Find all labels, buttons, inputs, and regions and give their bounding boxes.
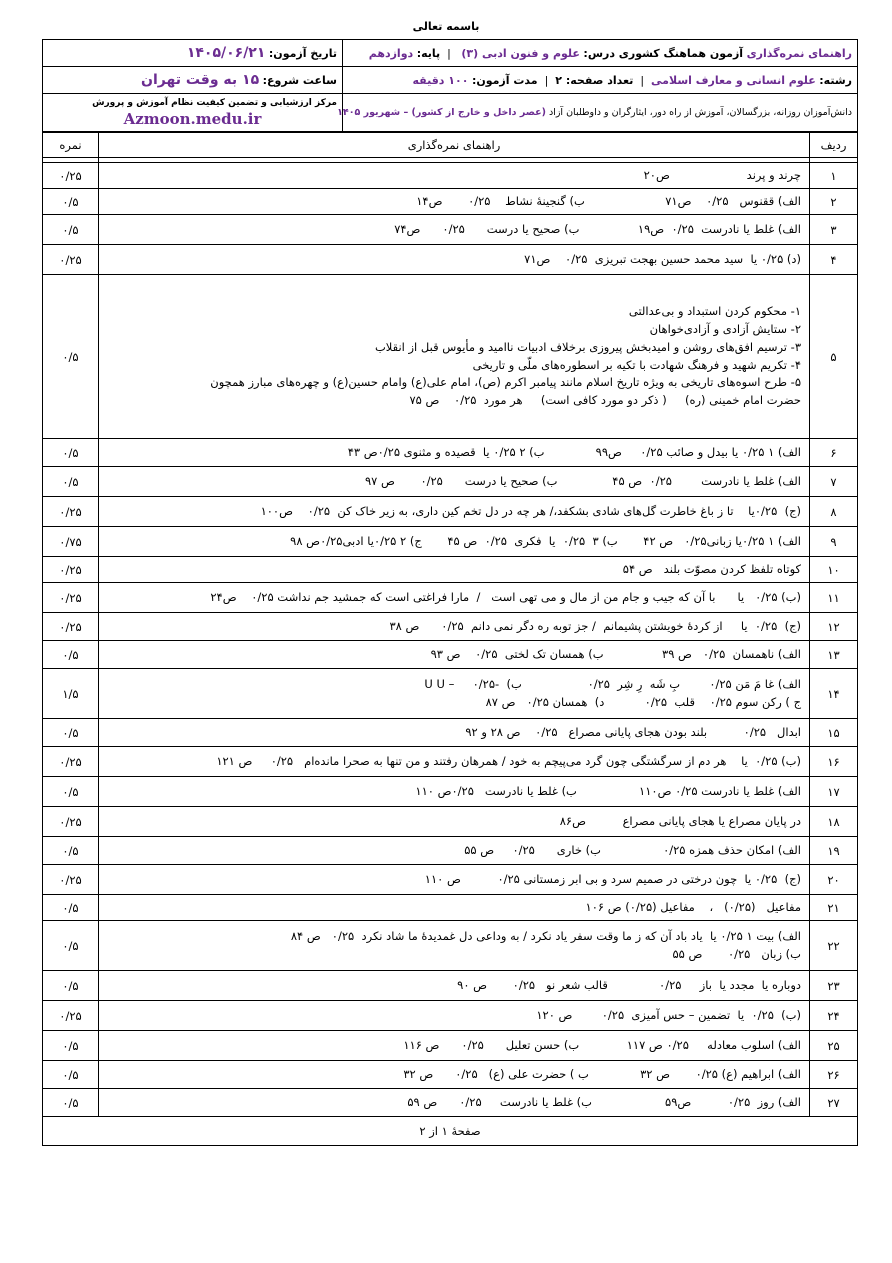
score-cell: ۰/۲۵ (43, 245, 99, 275)
row-number: ۱۱ (810, 583, 858, 613)
table-row (43, 557, 858, 583)
course-name: علوم و فنون ادبی (۳) (461, 46, 580, 60)
table-row (43, 865, 858, 895)
answer-cell (99, 163, 810, 189)
score-cell: ۰/۵ (43, 1089, 99, 1117)
center-name: مرکز ارزشیابی و تضمین کیفیت نظام آموزش و پرورش (92, 98, 337, 109)
row-number: ۳ (810, 215, 858, 245)
answer-line: الف) روز ۰/۲۵ ص۵۹ ب) غلط یا نادرست ۰/۲۵ ص ۵۹ (407, 1094, 801, 1109)
answer-line: در پایان مصراع یا هجای پایانی مصراع ص۸۶ (559, 813, 801, 828)
answer-line: ۳- ترسیم افق‌های روشن و امیدبخش پیروزی برخلاف ادبیات ناامید و مأیوس قبل از انقلاب (374, 339, 801, 354)
start-time: ۱۵ به وقت تهران (141, 72, 260, 88)
answer-line: الف) ۱ ۰/۲۵ یا بیدل و صائب ۰/۲۵ ص۹۹ ب) ۲ ۰/۲۵ یا قصیده و مثنوی ۰/۲۵ص ۴۳ (347, 444, 801, 459)
answer-cell (99, 467, 810, 497)
answer-cell (99, 613, 810, 641)
table-row (43, 613, 858, 641)
row-number: ۱۴ (810, 669, 858, 719)
answer-line: (ب) ۰/۲۵ یا هر دم از سرگشتگی چون گرد می‌پیچم به خود / همرهان رفتند و من تنها به صحرا مانده‌ام ۰/۲۵ ص ۱۲۱ (216, 753, 801, 768)
score-cell: ۰/۲۵ (43, 747, 99, 777)
answer-cell (99, 971, 810, 1001)
score-cell: ۰/۵ (43, 275, 99, 439)
answer-key-table (42, 132, 858, 1146)
answer-line: ۲- ستایش آزادی و آزادی‌خواهان (649, 321, 801, 336)
answer-line: الف) غلط یا نادرست ۰/۲۵ ص۱۱۰ ب) غلط یا نادرست ۰/۲۵ص ۱۱۰ (415, 783, 801, 798)
score-cell: ۰/۵ (43, 215, 99, 245)
field-cell: رشته: علوم انسانی و معارف اسلامی | تعداد صفحه: ۲ | مدت آزمون: ۱۰۰ دقیقه (343, 67, 858, 94)
answer-line: ج ) رکن سوم ۰/۲۵ قلب ۰/۲۵ د) همسان ۰/۲۵ ص ۸۷ (485, 694, 801, 709)
answer-cell (99, 583, 810, 613)
answer-line: ۴- تکریم شهید و فرهنگ شهادت با تکیه بر اسطوره‌های ملّی و تاریخی (472, 357, 801, 372)
answer-line: ۱- محکوم کردن استبداد و بی‌عدالتی (628, 304, 801, 319)
answer-cell (99, 1089, 810, 1117)
start-label: ساعت شروع: (262, 74, 337, 87)
row-number: ۲۲ (810, 921, 858, 971)
table-row (43, 747, 858, 777)
answer-rows (43, 163, 858, 1117)
table-row (43, 895, 858, 921)
row-number: ۴ (810, 245, 858, 275)
answer-line: حضرت امام خمینی (ره) ( ذکر دو مورد کافی است) هر مورد ۰/۲۵ ص ۷۵ (409, 393, 801, 408)
answer-line: الف) بیت ۱ ۰/۲۵ یا یاد باد آن که ز ما وقت سفر یاد نکرد / به وداعی دل غمدیدهٔ ما شاد نکرد ۰/۲۵ ص ۸۴ (290, 928, 801, 943)
row-number: ۲۰ (810, 865, 858, 895)
score-cell: ۰/۵ (43, 1031, 99, 1061)
answer-cell (99, 215, 810, 245)
answer-cell (99, 1061, 810, 1089)
field-value: علوم انسانی و معارف اسلامی (651, 73, 816, 87)
answer-line: ابدال ۰/۲۵ بلند بودن هجای پایانی مصراع ۰/۲۵ ص ۲۸ و ۹۲ (465, 724, 801, 739)
answer-line: الف) غلط یا نادرست ۰/۲۵ ص۱۹ ب) صحیح یا درست ۰/۲۵ ص۷۴ (394, 221, 801, 236)
row-number: ۱۰ (810, 557, 858, 583)
score-cell: ۰/۵ (43, 189, 99, 215)
score-cell: ۰/۲۵ (43, 557, 99, 583)
row-number: ۲۷ (810, 1089, 858, 1117)
answer-cell (99, 189, 810, 215)
answer-line: دوباره یا مجدد یا باز ۰/۲۵ قالب شعر نو ۰/۲۵ ص ۹۰ (457, 977, 801, 992)
answer-cell (99, 669, 810, 719)
score-cell: ۰/۵ (43, 895, 99, 921)
score-cell: ۰/۵ (43, 641, 99, 669)
score-cell: ۰/۲۵ (43, 163, 99, 189)
score-cell: ۰/۷۵ (43, 527, 99, 557)
table-row (43, 467, 858, 497)
table-row (43, 837, 858, 865)
table-row (43, 1089, 858, 1117)
table-row (43, 641, 858, 669)
row-number: ۷ (810, 467, 858, 497)
score-cell: ۰/۵ (43, 719, 99, 747)
answer-line: چرند و پرند ص۲۰ (643, 167, 801, 182)
table-row (43, 439, 858, 467)
row-number: ۲۱ (810, 895, 858, 921)
table-row (43, 215, 858, 245)
table-row (43, 245, 858, 275)
guide-label: راهنمای نمره‌گذاری (746, 46, 852, 60)
audience-cell (337, 94, 858, 132)
row-number: ۵ (810, 275, 858, 439)
answer-cell (99, 895, 810, 921)
start-time-cell (43, 67, 343, 94)
grade-value: دوازدهم (368, 46, 414, 60)
answer-line: الف) غا مَ مَن ۰/۲۵ بِ شَه رِ شِر ۰/۲۵ ب) -U U – ۰/۲۵ (424, 676, 801, 691)
duration-label: مدت آزمون: (471, 73, 538, 87)
score-cell: ۰/۵ (43, 777, 99, 807)
column-header-score: نمره (43, 133, 99, 158)
center-cell (43, 94, 343, 132)
answer-line: (ج) ۰/۲۵ یا از کردهٔ خویشتن پشیمانم / جز توبه ره دگر نمی دانم ۰/۲۵ ص ۳۸ (389, 618, 801, 633)
score-cell: ۰/۲۵ (43, 497, 99, 527)
duration-value: ۱۰۰ دقیقه (412, 73, 469, 87)
row-number: ۲۴ (810, 1001, 858, 1031)
score-cell: ۰/۵ (43, 971, 99, 1001)
website-link[interactable]: Azmoon.medu.ir (123, 110, 262, 129)
guide-title-cell: راهنمای نمره‌گذاری آزمون هماهنگ کشوری درس: علوم و فنون ادبی (۳) | پایه: دوازدهم (343, 40, 858, 67)
table-row (43, 583, 858, 613)
row-number: ۱۳ (810, 641, 858, 669)
answer-line: (ج) ۰/۲۵ یا چون درختی در صمیم سرد و بی ابر زمستانی ۰/۲۵ ص ۱۱۰ (424, 871, 801, 886)
answer-cell (99, 1031, 810, 1061)
row-number: ۲ (810, 189, 858, 215)
table-row (43, 163, 858, 189)
answer-line: الف) امکان حذف همزه ۰/۲۵ ب) خاری ۰/۲۵ ص ۵۵ (464, 842, 801, 857)
score-cell: ۱/۵ (43, 669, 99, 719)
exam-label: آزمون هماهنگ کشوری درس: (583, 46, 744, 60)
table-row (43, 777, 858, 807)
answer-line: الف) اسلوب معادله ۰/۲۵ ص ۱۱۷ ب) حسن تعلیل ۰/۲۵ ص ۱۱۶ (403, 1037, 801, 1052)
answer-cell (99, 719, 810, 747)
row-number: ۱۷ (810, 777, 858, 807)
table-row (43, 807, 858, 837)
answer-cell (99, 497, 810, 527)
table-row (43, 189, 858, 215)
answer-line: (ب) ۰/۲۵ یا با آن که جیب و جام من از مال و می تهی است / مارا فراغتی است که جمشید جم نداشت ۰/۲۵ ص۲۴ (210, 589, 801, 604)
table-row (43, 275, 858, 439)
score-cell: ۰/۵ (43, 1061, 99, 1089)
answer-line: (ب) ۰/۲۵ یا تضمین – حس آمیزی ۰/۲۵ ص ۱۲۰ (536, 1007, 801, 1022)
answer-cell (99, 807, 810, 837)
exam-date: ۱۴۰۵/۰۶/۲۱ (186, 45, 266, 61)
table-row (43, 1031, 858, 1061)
column-header-row: ردیف (810, 133, 858, 158)
pages-count: تعداد صفحه: ۲ (555, 73, 634, 87)
row-number: ۱۸ (810, 807, 858, 837)
answer-line: الف) ناهمسان ۰/۲۵ ص ۳۹ ب) همسان تک لختی ۰/۲۵ ص ۹۳ (430, 646, 801, 661)
column-header-guide: راهنمای نمره‌گذاری (99, 133, 810, 158)
answer-line: ب) زبان ۰/۲۵ ص ۵۵ (672, 946, 801, 961)
page-title: باسمه تعالی (412, 20, 480, 33)
score-cell: ۰/۲۵ (43, 1001, 99, 1031)
score-cell: ۰/۲۵ (43, 865, 99, 895)
row-number: ۲۶ (810, 1061, 858, 1089)
row-number: ۶ (810, 439, 858, 467)
row-number: ۲۳ (810, 971, 858, 1001)
answer-cell (99, 747, 810, 777)
row-number: ۹ (810, 527, 858, 557)
score-cell: ۰/۲۵ (43, 807, 99, 837)
score-cell: ۰/۲۵ (43, 613, 99, 641)
page-footer: صفحهٔ ۱ از ۲ (43, 1117, 858, 1146)
table-row (43, 971, 858, 1001)
answer-cell (99, 921, 810, 971)
row-number: ۲۵ (810, 1031, 858, 1061)
answer-cell (99, 641, 810, 669)
answer-line: الف) ققنوس ۰/۲۵ ص۷۱ ب) گنجینهٔ نشاط ۰/۲۵ ص۱۴ (416, 193, 801, 208)
date-cell (43, 40, 343, 67)
score-cell: ۰/۵ (43, 467, 99, 497)
table-row (43, 1061, 858, 1089)
students-text: دانش‌آموزان روزانه، بزرگسالان، آموزش از راه دور، ایثارگران و داوطلبان آزاد (548, 107, 852, 118)
answer-line: الف) ۱ ۰/۲۵یا زبانی۰/۲۵ ص ۴۲ ب) ۳ ۰/۲۵ یا فکری ۰/۲۵ ص ۴۵ ج) ۲ ۰/۲۵یا ادبی۰/۲۵ص ۹۸ (290, 533, 801, 548)
answer-cell (99, 1001, 810, 1031)
grade-label: پایه: (416, 46, 441, 60)
exam-header (42, 39, 858, 132)
answer-line: ۵- طرح اسوه‌های تاریخی به ویژه تاریخ اسلام مانند پیامبر اکرم (ص)، امام علی(ع) وامام حسین(ع) و چهره‌های مبارز همچون (210, 375, 801, 390)
row-number: ۱ (810, 163, 858, 189)
answer-cell (99, 245, 810, 275)
answer-cell (99, 527, 810, 557)
row-number: ۱۶ (810, 747, 858, 777)
answer-line: کوتاه تلفظ کردن مصوّت بلند ص ۵۴ (622, 561, 801, 576)
score-cell: ۰/۲۵ (43, 583, 99, 613)
date-label: تاریخ آزمون: (268, 47, 337, 60)
answer-cell (99, 557, 810, 583)
table-row (43, 1001, 858, 1031)
row-number: ۱۵ (810, 719, 858, 747)
answer-cell (99, 275, 810, 439)
field-label: رشته: (819, 73, 852, 87)
row-number: ۱۹ (810, 837, 858, 865)
row-number: ۱۲ (810, 613, 858, 641)
answer-line: الف) غلط یا نادرست ۰/۲۵ ص ۴۵ ب) صحیح یا درست ۰/۲۵ ص ۹۷ (364, 473, 801, 488)
table-row (43, 921, 858, 971)
answer-cell (99, 865, 810, 895)
score-cell: ۰/۵ (43, 439, 99, 467)
answer-cell (99, 777, 810, 807)
answer-line: الف) ابراهیم (ع) ۰/۲۵ ص ۳۲ ب ) حضرت علی (ع) ۰/۲۵ ص ۳۲ (403, 1066, 801, 1081)
score-cell: ۰/۵ (43, 921, 99, 971)
row-number: ۸ (810, 497, 858, 527)
answer-cell (99, 439, 810, 467)
score-cell: ۰/۵ (43, 837, 99, 865)
table-row (43, 719, 858, 747)
answer-line: (د) ۰/۲۵ یا سید محمد حسین بهجت تبریزی ۰/۲۵ ص۷۱ (524, 251, 801, 266)
answer-line: مفاعیل (۰/۲۵) ، مفاعیل (۰/۲۵) ص ۱۰۶ (585, 899, 801, 914)
answer-line: (ج) ۰/۲۵یا تا ز باغ خاطرت گل‌های شادی بشکفد،/ هر چه در دل تخم کین داری، به زیر خاک کن ۰/۲۵ ص۱۰۰ (260, 503, 801, 518)
table-row (43, 669, 858, 719)
table-row (43, 527, 858, 557)
session-text: (عصر داخل و خارج از کشور) – شهریور ۱۴۰۵ (337, 107, 546, 118)
answer-cell (99, 837, 810, 865)
table-row (43, 497, 858, 527)
